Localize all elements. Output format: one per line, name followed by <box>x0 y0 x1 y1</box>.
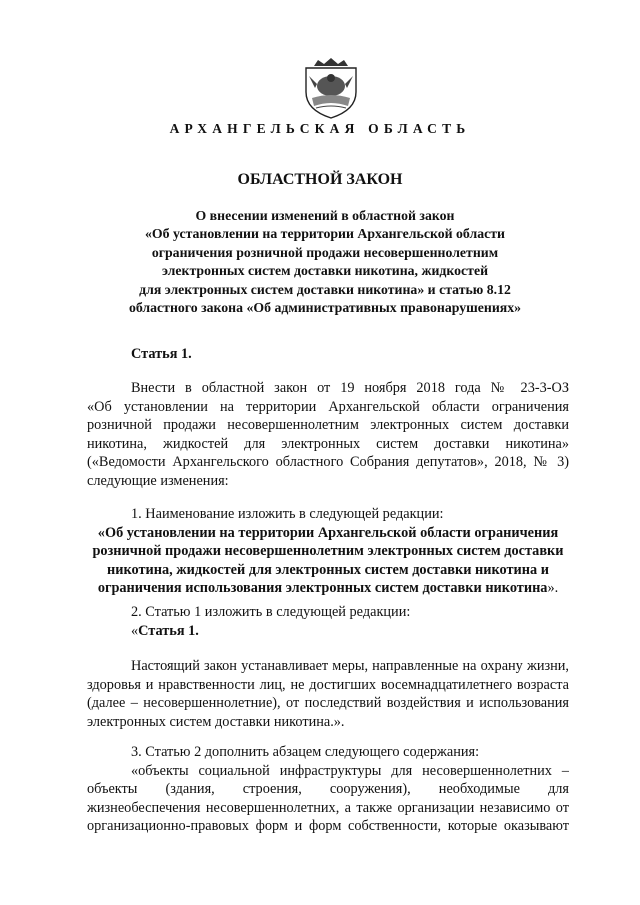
paragraph-line: электронных систем доставки никотина.». <box>87 713 345 730</box>
item-bold-text: ограничения использования электронных систем доставки никотина <box>97 580 548 596</box>
paragraph-line: розничной продажи несовершеннолетним электронных систем доставки <box>87 417 569 433</box>
intro-paragraph <box>87 379 569 490</box>
item-bold-line: никотина, жидкостей для электронных систем доставки никотина и <box>107 561 549 578</box>
item-intro: 2. Статью 1 изложить в следующей редакции: <box>131 604 411 620</box>
item-intro: 3. Статью 2 дополнить абзацем следующего содержания: <box>131 744 480 760</box>
item-bold-line: «Об установлении на территории Архангельской области ограничения <box>97 524 559 541</box>
paragraph-line: («Ведомости Архангельского областного Собрания депутатов», 2018, № 3) <box>87 454 569 470</box>
item-2-paragraph <box>87 657 569 731</box>
paragraph-line: Настоящий закон устанавливает меры, направленные на охрану жизни, <box>131 658 569 674</box>
paragraph-line: объекты (здания, строения, сооружения), необходимые для <box>87 781 569 797</box>
subject-line: «Об установлении на территории Архангельской области <box>145 226 505 242</box>
subject-line: областного закона «Об административных правонарушениях» <box>128 300 522 316</box>
paragraph-line: организационно-правовых форм и форм собственности, которые оказывают <box>87 818 569 834</box>
paragraph-line: (далее – несовершеннолетние), от последствий воздействия и использования <box>87 695 569 711</box>
paragraph-line: «объекты социальной инфраструктуры для несовершеннолетних – <box>131 762 569 779</box>
subject-line: ограничения розничной продажи несовершеннолетним <box>151 244 499 260</box>
paragraph-line: Внести в областной закон от 19 ноября 2018 года № 23-3-ОЗ <box>131 380 569 396</box>
law-type-title: ОБЛАСТНОЙ ЗАКОН <box>237 171 403 188</box>
quoted-article-heading <box>87 622 569 641</box>
quoted-heading-text: Статья 1. <box>138 622 199 639</box>
coat-of-arms-emblem <box>300 58 362 120</box>
opening-quote: « <box>131 622 139 639</box>
subject-line: электронных систем доставки никотина, жидкостей <box>161 263 489 279</box>
law-subject <box>100 207 550 317</box>
region-name: АРХАНГЕЛЬСКАЯ ОБЛАСТЬ <box>169 121 471 136</box>
subject-line: для электронных систем доставки никотина» и статью 8.12 <box>139 281 511 297</box>
paragraph-line: следующие изменения: <box>87 472 229 489</box>
paragraph-line: здоровья и нравственности лиц, не достигших восемнадцатилетнего возраста <box>87 676 569 693</box>
item-bold-line-last <box>87 579 569 598</box>
closing-quote: ». <box>547 580 559 596</box>
article-heading: Статья 1. <box>131 346 192 362</box>
item-1 <box>87 505 569 598</box>
item-3 <box>87 743 569 836</box>
item-bold-line: розничной продажи несовершеннолетним электронных систем доставки <box>92 543 564 559</box>
subject-line: О внесении изменений в областной закон <box>195 208 455 223</box>
paragraph-line: никотина, жидкостей для электронных систем доставки никотина» <box>87 435 569 452</box>
item-intro: 1. Наименование изложить в следующей редакции: <box>131 506 444 522</box>
article-heading-block <box>87 345 569 364</box>
paragraph-line: «Об установлении на территории Архангельской области ограничения <box>87 398 569 415</box>
paragraph-line: жизнеобеспечения несовершеннолетних, а также организации независимо от <box>87 799 569 816</box>
item-2 <box>87 603 569 640</box>
